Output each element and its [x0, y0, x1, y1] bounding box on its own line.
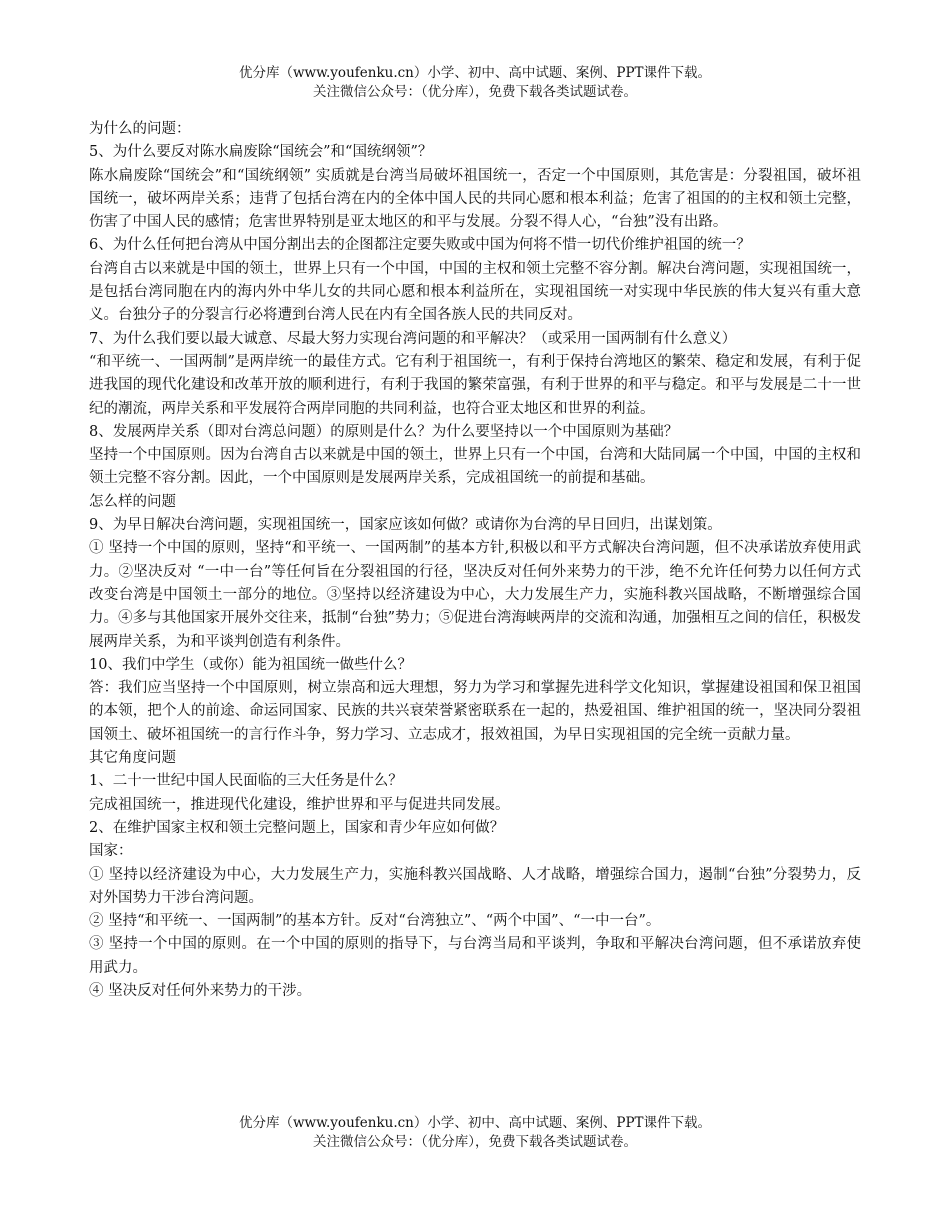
question: 5、为什么要反对陈水扁废除“国统会”和“国统纲领”？	[89, 144, 433, 161]
answer-label: 国家：	[89, 843, 133, 860]
question: 2、在维护国家主权和领土完整问题上，国家和青少年应如何做？	[89, 819, 505, 836]
section-heading: 怎么样的问题	[89, 493, 176, 510]
question: 6、为什么任何把台湾从中国分割出去的企图都注定要失败或中国为何将不惜一切代价维护祖国的统一？	[89, 237, 751, 254]
answer: 台湾自古以来就是中国的领土，世界上只有一个中国，中国的主权和领土完整不容分割。解决台湾问题，实现祖国统一，是包括台湾同胞在内的海内外中华儿女的共同心愿和根本利益所在，实现祖国统一对实现中华民族的伟大复兴有重大意义。台独分子的分裂言行必将遭到台湾人民在内有全国各族人民的共同反对。	[89, 260, 861, 324]
answer: “和平统一、一国两制”是两岸统一的最佳方式。它有利于祖国统一，有利于保持台湾地区的繁荣、稳定和发展，有利于促进我国的现代化建设和改革开放的顺利进行，有利于我国的繁荣富强，有利于世界的和平与稳定。和平与发展是二十一世纪的潮流，两岸关系和平发展符合两岸同胞的共同利益，也符合亚太地区和世界的利益。	[89, 353, 861, 417]
question: 1、二十一世纪中国人民面临的三大任务是什么？	[89, 773, 403, 790]
answer: 答：我们应当坚持一个中国原则，树立崇高和远大理想，努力为学习和掌握先进科学文化知识，掌握建设祖国和保卫祖国的本领，把个人的前途、命运同国家、民族的共兴衰荣誉紧密联系在一起的，热爱祖国、维护祖国的统一，坚决同分裂祖国领土、破坏祖国统一的言行作斗争，努力学习、立志成才，报效祖国，为早日实现祖国的完全统一贡献力量。	[89, 680, 861, 743]
footer-line-2: 关注微信公众号：（优分库），免费下载各类试题试卷。	[313, 1134, 637, 1150]
footer-line-1: 优分库（www.youfenku.cn）小学、初中、高中试题、案例、PPT课件下载。	[238, 1115, 712, 1131]
answer-item: ② 坚持“和平统一、一国两制”的基本方针。反对“台湾独立”、“两个中国”、“一中一台”。	[89, 913, 661, 930]
section-heading: 为什么的问题：	[89, 121, 191, 137]
header-line-1: 优分库（www.youfenku.cn）小学、初中、高中试题、案例、PPT课件下载。	[238, 65, 712, 81]
answer: 完成祖国统一，推进现代化建设，维护世界和平与促进共同发展。	[89, 796, 510, 813]
answer: 坚持一个中国原则。因为台湾自古以来就是中国的领土，世界上只有一个中国，台湾和大陆同属一个中国，中国的主权和领土完整不容分割。因此，一个中国原则是发展两岸关系，完成祖国统一的前提和基础。	[89, 447, 861, 487]
page-footer	[0, 1114, 950, 1152]
question: 8、发展两岸关系（即对台湾总问题）的原则是什么？为什么要坚持以一个中国原则为基础？	[89, 423, 679, 440]
header-line-2: 关注微信公众号：（优分库），免费下载各类试题试卷。	[313, 84, 637, 100]
page-header	[0, 64, 950, 102]
section-heading: 其它角度问题	[89, 750, 176, 767]
question: 10、我们中学生（或你）能为祖国统一做些什么？	[89, 656, 412, 673]
answer-item: ① 坚持以经济建设为中心，大力发展生产力，实施科教兴国战略、人才战略，增强综合国力，遏制“台独”分裂势力，反对外国势力干涉台湾问题。	[89, 866, 861, 906]
question: 9、为早日解决台湾问题，实现祖国统一，国家应该如何做？或请你为台湾的早日回归，出谋划策。	[89, 517, 722, 534]
question: 7、为什么我们要以最大诚意、尽最大努力实现台湾问题的和平解决？（或采用一国两制有什么意义）	[89, 330, 737, 347]
answer-item: ④ 坚决反对任何外来势力的干涉。	[89, 982, 312, 999]
answer: 陈水扁废除“国统会”和“国统纲领” 实质就是台湾当局破坏祖国统一，否定一个中国原则，其危害是：分裂祖国，破坏祖国统一，破坏两岸关系；违背了包括台湾在内的全体中国人民的共同心愿和根本利益；危害了祖国的的主权和领土完整，伤害了中国人民的感情；危害世界特别是亚太地区的和平与发展。分裂不得人心，“台独”没有出路。	[89, 167, 861, 231]
answer-item: ③ 坚持一个中国的原则。在一个中国的原则的指导下，与台湾当局和平谈判，争取和平解决台湾问题，但不承诺放弃使用武力。	[89, 936, 861, 976]
answer: ① 坚持一个中国的原则，坚持“和平统一、一国两制”的基本方针,积极以和平方式解决台湾问题，但不决承诺放弃使用武力。②坚决反对 “一中一台”等任何旨在分裂祖国的行径，坚决反对任何外来势力的干涉，绝不允许任何势力以任何方式改变台湾是中国领土一部分的地位。③坚持以经济建设为中心，大力发展生产力，实施科教兴国战略，不断增强综合国力。④多与其他国家开展外交往来，抵制“台独”势力；⑤促进台湾海峡两岸的交流和沟通，加强相互之间的信任，积极发展两岸关系，为和平谈判创造有利条件。	[89, 540, 861, 650]
document-body	[89, 118, 861, 1003]
